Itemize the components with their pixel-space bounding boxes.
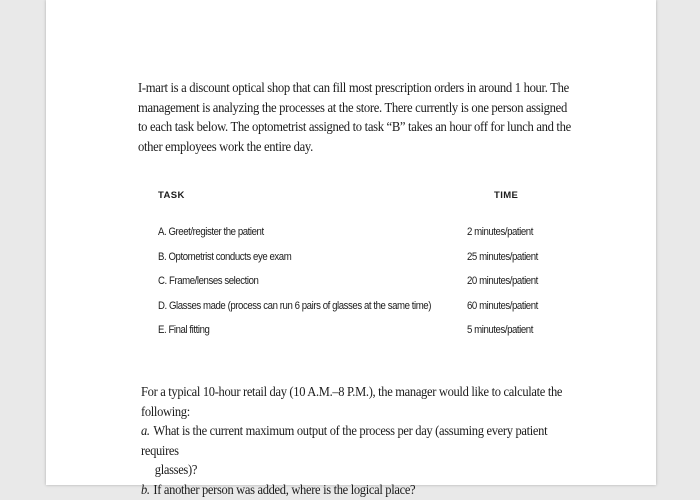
task-label: D. Glasses made (process can run 6 pairs of glasses at the same time): [158, 299, 431, 312]
task-label: E. Final fitting: [158, 324, 210, 336]
task-time: 2 minutes/patient: [467, 226, 533, 238]
table-row: [158, 251, 578, 276]
task-column-header: TASK: [158, 190, 185, 201]
time-column-header: TIME: [494, 190, 519, 201]
task-label: A. Greet/register the patient: [158, 226, 264, 238]
question-letter: b.: [141, 481, 150, 497]
task-time: 25 minutes/patient: [467, 250, 538, 263]
task-label: C. Frame/lenses selection: [158, 275, 259, 287]
task-table: [158, 226, 578, 349]
task-time: 5 minutes/patient: [467, 324, 533, 336]
table-row: [158, 226, 578, 251]
table-row: [158, 324, 578, 349]
question-a: [141, 421, 583, 480]
task-time: 20 minutes/patient: [467, 275, 538, 287]
question-b: [141, 480, 583, 500]
questions-block: [141, 382, 581, 500]
task-table-header: [158, 190, 558, 206]
problem-intro-text: I-mart is a discount optical shop that can fill most prescription orders in around 1 hour. The management is analyzing the processes at the store. There currently is one person assigned to each task below. The optometrist assigned to task “B” takes an hour off for lunch and the other employees work the entire day.: [138, 80, 571, 154]
table-row: [158, 275, 578, 300]
question-letter: a.: [141, 423, 150, 439]
question-text-continued: glasses)?: [154, 462, 198, 478]
questions-lead-text: For a typical 10-hour retail day (10 A.M.–8 P.M.), the manager would like to calculate the following:: [141, 384, 563, 419]
problem-intro-block: [138, 78, 578, 156]
table-row: [158, 300, 578, 325]
question-text: If another person was added, where is the logical place?: [153, 481, 416, 497]
question-text: What is the current maximum output of the process per day (assuming every patient requires: [141, 423, 548, 458]
task-label: B. Optometrist conducts eye exam: [158, 250, 292, 263]
task-time: 60 minutes/patient: [467, 299, 538, 312]
